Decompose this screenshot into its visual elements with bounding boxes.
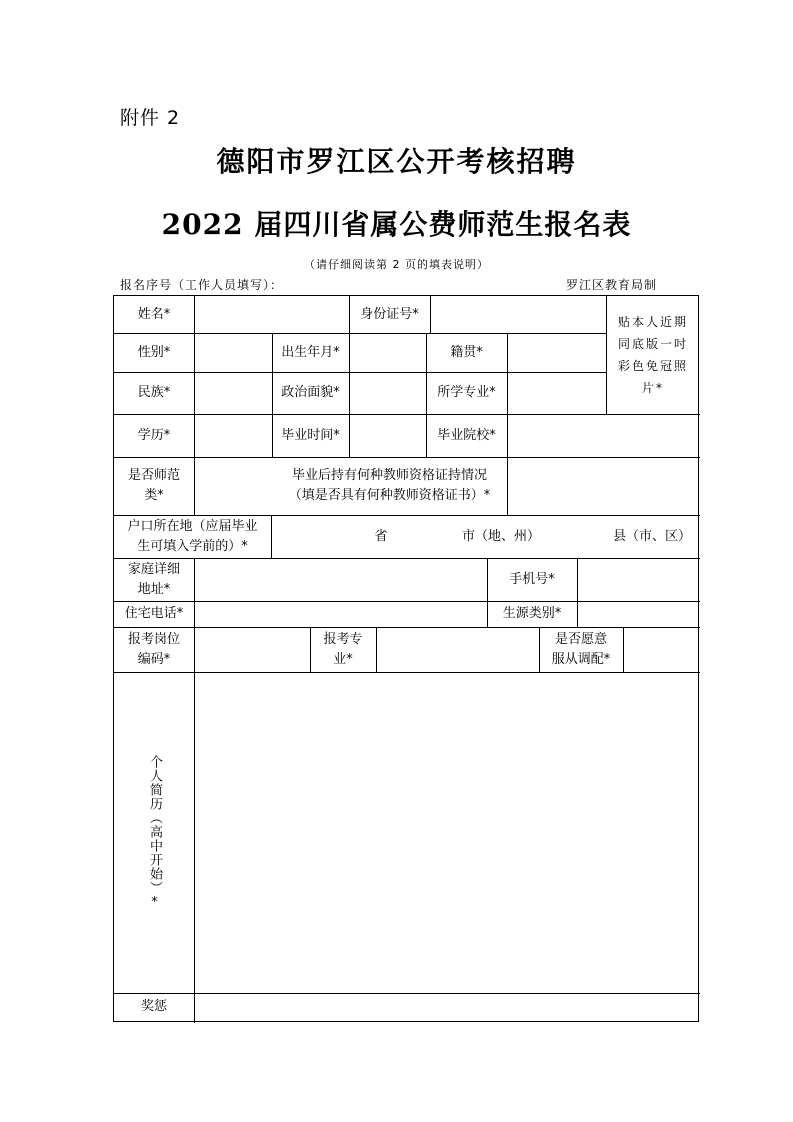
photo-note-line2: 同底版一吋 bbox=[617, 337, 688, 351]
apply-major-label-line2: 业* bbox=[333, 651, 353, 667]
major-studied-field[interactable] bbox=[508, 372, 606, 414]
graduation-school-label: 毕业院校* bbox=[437, 427, 496, 443]
birth-date-field[interactable] bbox=[350, 333, 426, 372]
apply-major-label-line1: 报考专 bbox=[323, 631, 363, 647]
hukou-county-label: 县（市、区） bbox=[612, 528, 691, 544]
education-field[interactable] bbox=[195, 414, 272, 457]
home-address-label bbox=[114, 558, 194, 601]
home-address-field[interactable] bbox=[195, 558, 487, 601]
photo-note-line1: 贴本人近期 bbox=[617, 315, 688, 329]
accept-adjustment-field[interactable] bbox=[624, 627, 700, 672]
political-status-field[interactable] bbox=[350, 372, 426, 414]
teacher-cert-field[interactable] bbox=[508, 457, 700, 515]
hukou-city-label: 市（地、州） bbox=[461, 528, 540, 544]
ethnicity-label: 民族* bbox=[137, 385, 171, 400]
apply-major-field[interactable] bbox=[377, 627, 539, 672]
name-label: 姓名* bbox=[137, 306, 171, 322]
resume-label bbox=[114, 672, 194, 993]
ethnicity-field[interactable] bbox=[195, 372, 272, 414]
is-normal-label-line1: 是否师范 bbox=[127, 468, 180, 483]
home-phone-label: 住宅电话* bbox=[124, 606, 184, 621]
hukou-label-line1: 户口所在地（应届毕业 bbox=[127, 518, 258, 534]
is-normal-student-field[interactable] bbox=[195, 457, 272, 515]
native-place-field[interactable] bbox=[508, 333, 606, 372]
graduation-school-field[interactable] bbox=[508, 414, 700, 457]
photo-note-line4: 片* bbox=[641, 381, 664, 395]
mobile-label: 手机号* bbox=[509, 571, 555, 587]
post-code-field[interactable] bbox=[195, 627, 310, 672]
home-address-label-line2: 地址* bbox=[137, 581, 171, 597]
post-code-label-line1: 报考岗位 bbox=[127, 631, 180, 647]
photo-note-line3: 彩色免冠照 bbox=[617, 359, 688, 373]
teacher-cert-label-line1: 毕业后持有何种教师资格证持情况 bbox=[291, 468, 487, 483]
photo-placeholder[interactable] bbox=[606, 310, 700, 400]
post-code-label bbox=[114, 627, 194, 672]
is-normal-student-label bbox=[114, 457, 194, 515]
rewards-label: 奖惩 bbox=[140, 999, 167, 1014]
fill-instructions-note: （请仔细阅读第 2 页的填表说明） bbox=[304, 258, 489, 271]
home-address-label-line1: 家庭详细 bbox=[127, 561, 180, 577]
id-number-field[interactable] bbox=[431, 296, 606, 333]
accept-adjustment-label-line2: 服从调配* bbox=[551, 651, 611, 667]
apply-major-label bbox=[310, 627, 376, 672]
issuer-label: 罗江区教育局制 bbox=[566, 278, 658, 292]
post-code-label-line2: 编码* bbox=[137, 651, 171, 667]
hukou-province-label: 省 bbox=[374, 528, 388, 544]
teacher-cert-label bbox=[272, 457, 507, 515]
resume-label-text: 个人简历（高中开始）* bbox=[147, 754, 162, 911]
id-number-label: 身份证号* bbox=[360, 306, 419, 322]
form-title-line1: 德阳市罗江区公开考核招聘 bbox=[216, 145, 577, 178]
registration-form-table bbox=[113, 295, 699, 1022]
gender-label: 性别* bbox=[137, 344, 171, 360]
mobile-field[interactable] bbox=[578, 558, 700, 601]
hukou-label-line2: 生可填入学前的）* bbox=[137, 538, 248, 554]
accept-adjustment-label bbox=[539, 627, 623, 672]
is-normal-label-line2: 类* bbox=[144, 488, 164, 503]
graduation-time-label: 毕业时间* bbox=[281, 427, 340, 443]
accept-adjustment-label-line1: 是否愿意 bbox=[554, 631, 607, 647]
name-field[interactable] bbox=[195, 296, 349, 333]
education-label: 学历* bbox=[137, 427, 171, 443]
major-studied-label: 所学专业* bbox=[437, 385, 496, 400]
student-source-label: 生源类别* bbox=[502, 606, 562, 621]
resume-field[interactable] bbox=[195, 672, 700, 993]
rewards-field[interactable] bbox=[195, 993, 700, 1021]
student-source-field[interactable] bbox=[578, 601, 700, 627]
political-status-label: 政治面貌* bbox=[281, 385, 340, 400]
serial-number-label: 报名序号（工作人员填写）： bbox=[120, 278, 284, 292]
graduation-time-field[interactable] bbox=[350, 414, 426, 457]
attachment-label: 附件 2 bbox=[120, 107, 181, 129]
teacher-cert-label-line2: （填是否具有何种教师资格证书）* bbox=[288, 488, 491, 503]
hukou-label bbox=[114, 515, 271, 558]
home-phone-field[interactable] bbox=[195, 601, 487, 627]
native-place-label: 籍贯* bbox=[450, 344, 483, 360]
form-title-line2: 2022 届四川省属公费师范生报名表 bbox=[161, 208, 632, 241]
gender-field[interactable] bbox=[195, 333, 272, 372]
birth-date-label: 出生年月* bbox=[281, 344, 340, 360]
